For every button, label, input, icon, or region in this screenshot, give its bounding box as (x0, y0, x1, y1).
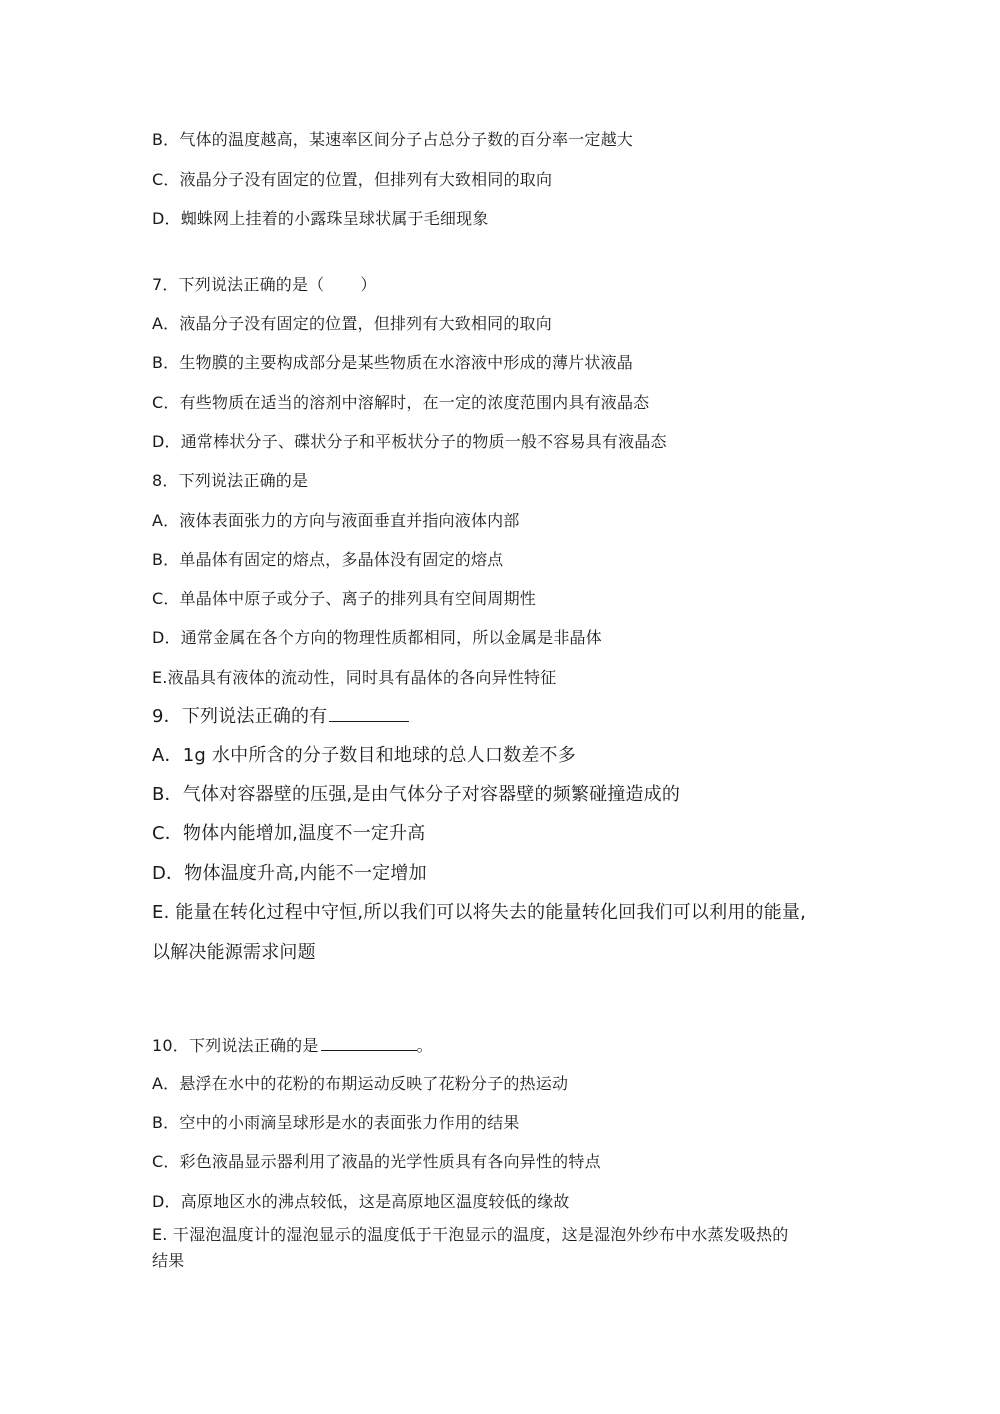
question-8-option-b: B．单晶体有固定的熔点，多晶体没有固定的熔点 (152, 550, 504, 569)
question-7-option-c: C．有些物质在适当的溶剂中溶解时，在一定的浓度范围内具有液晶态 (152, 393, 650, 412)
question-9-stem-text: 9．下列说法正确的有 (152, 706, 328, 727)
option-d-text: D．蜘蛛网上挂着的小露珠呈球状属于毛细现象 (152, 209, 489, 228)
question-9-option-b: B．气体对容器壁的压强,是由气体分子对容器壁的频繁碰撞造成的 (152, 784, 681, 805)
question-9-stem (152, 704, 409, 730)
question-10-stem-text: 10．下列说法正确的是 (152, 1036, 319, 1055)
question-8-option-d: D．通常金属在各个方向的物理性质都相同，所以金属是非晶体 (152, 628, 602, 647)
question-10-option-e-continued: 结果 (152, 1251, 185, 1270)
option-c-text: C．液晶分子没有固定的位置，但排列有大致相同的取向 (152, 170, 553, 189)
question-9-option-e-continued: 以解决能源需求问题 (152, 942, 316, 963)
question-9-option-c: C．物体内能增加,温度不一定升高 (152, 823, 426, 844)
question-9-option-e: E. 能量在转化过程中守恒,所以我们可以将失去的能量转化回我们可以利用的能量, (152, 902, 807, 923)
question-10-option-a: A．悬浮在水中的花粉的布期运动反映了花粉分子的热运动 (152, 1074, 569, 1093)
question-8-option-e: E.液晶具有液体的流动性，同时具有晶体的各向异性特征 (152, 668, 557, 687)
question-10-option-e: E. 干湿泡温度计的湿泡显示的温度低于干泡显示的温度，这是湿泡外纱布中水蒸发吸热的 (152, 1225, 789, 1244)
question-9-option-d: D．物体温度升高,内能不一定增加 (152, 863, 427, 884)
question-10-stem-end: 。 (416, 1036, 433, 1055)
question-7-option-d: D．通常棒状分子、碟状分子和平板状分子的物质一般不容易具有液晶态 (152, 432, 667, 451)
question-10-stem (152, 1034, 433, 1057)
question-7-stem-close: ） (360, 275, 377, 294)
answer-blank (321, 1034, 417, 1051)
question-10-option-b: B．空中的小雨滴呈球形是水的表面张力作用的结果 (152, 1113, 520, 1132)
question-7-option-a: A．液晶分子没有固定的位置，但排列有大致相同的取向 (152, 314, 552, 333)
question-10-option-c: C．彩色液晶显示器利用了液晶的光学性质具有各向异性的特点 (152, 1152, 601, 1171)
question-8-stem: 8．下列说法正确的是 (152, 471, 309, 490)
answer-blank (329, 705, 409, 722)
question-9-option-a: A．1g 水中所含的分子数目和地球的总人口数差不多 (152, 745, 576, 766)
question-7-stem-text: 7．下列说法正确的是（ (152, 275, 325, 294)
question-7-option-b: B．生物膜的主要构成部分是某些物质在水溶液中形成的薄片状液晶 (152, 353, 633, 372)
question-8-option-c: C．单晶体中原子或分子、离子的排列具有空间周期性 (152, 589, 536, 608)
question-8-option-a: A．液体表面张力的方向与液面垂直并指向液体内部 (152, 511, 520, 530)
option-b-text: B．气体的温度越高，某速率区间分子占总分子数的百分率一定越大 (152, 130, 633, 149)
question-10-option-d: D．高原地区水的沸点较低，这是高原地区温度较低的缘故 (152, 1192, 570, 1211)
question-7-stem (152, 274, 377, 296)
